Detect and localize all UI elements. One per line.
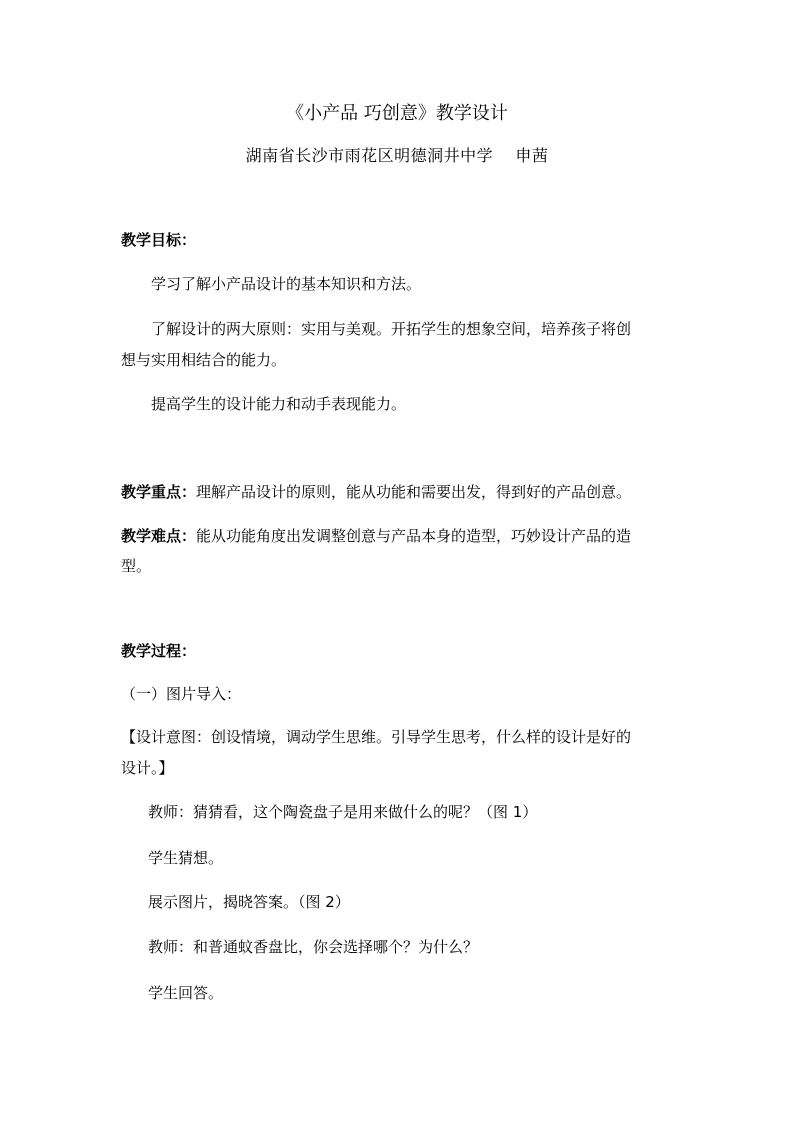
document-title: 《小产品 巧创意》教学设计 xyxy=(286,103,508,124)
key-point-paragraph xyxy=(121,482,631,502)
objective-item-2-line-1: 了解设计的两大原则：实用与美观。开拓学生的想象空间，培养孩子将创 xyxy=(151,320,632,338)
objective-item-3: 提高学生的设计能力和动手表现能力。 xyxy=(151,395,407,413)
design-intent-line-1: 【设计意图：创设情境，调动学生思维。引导学生思考，什么样的设计是好的 xyxy=(121,728,632,746)
objectives-heading: 教学目标： xyxy=(121,231,197,249)
difficulty-label: 教学难点： xyxy=(121,527,197,545)
difficulty-text-line-1: 能从功能角度出发调整创意与产品本身的造型，巧妙设计产品的造 xyxy=(196,527,632,545)
dialog-line-3: 展示图片，揭晓答案。（图 2） xyxy=(148,893,350,911)
dialog-line-4: 教师：和普通蚊香盘比，你会选择哪个？为什么？ xyxy=(148,938,479,956)
key-point-label: 教学重点： xyxy=(121,483,197,501)
design-intent-line-2: 设计。】 xyxy=(121,759,174,777)
process-step-1: （一）图片导入： xyxy=(121,685,242,703)
author-line: 湖南省长沙市雨花区明德洞井中学 申茜 xyxy=(245,146,549,165)
key-point-text: 理解产品设计的原则，能从功能和需要出发，得到好的产品创意。 xyxy=(196,483,632,501)
dialog-line-5: 学生回答。 xyxy=(148,984,224,1002)
difficulty-paragraph-line-1 xyxy=(121,526,631,546)
objective-item-1: 学习了解小产品设计的基本知识和方法。 xyxy=(151,275,422,293)
dialog-line-2: 学生猜想。 xyxy=(148,849,224,867)
process-heading: 教学过程： xyxy=(121,642,197,660)
difficulty-text-line-2: 型。 xyxy=(121,557,152,575)
dialog-line-1: 教师：猜猜看，这个陶瓷盘子是用来做什么的呢？（图 1） xyxy=(148,803,538,821)
objective-item-2-line-2: 想与实用相结合的能力。 xyxy=(121,351,287,369)
